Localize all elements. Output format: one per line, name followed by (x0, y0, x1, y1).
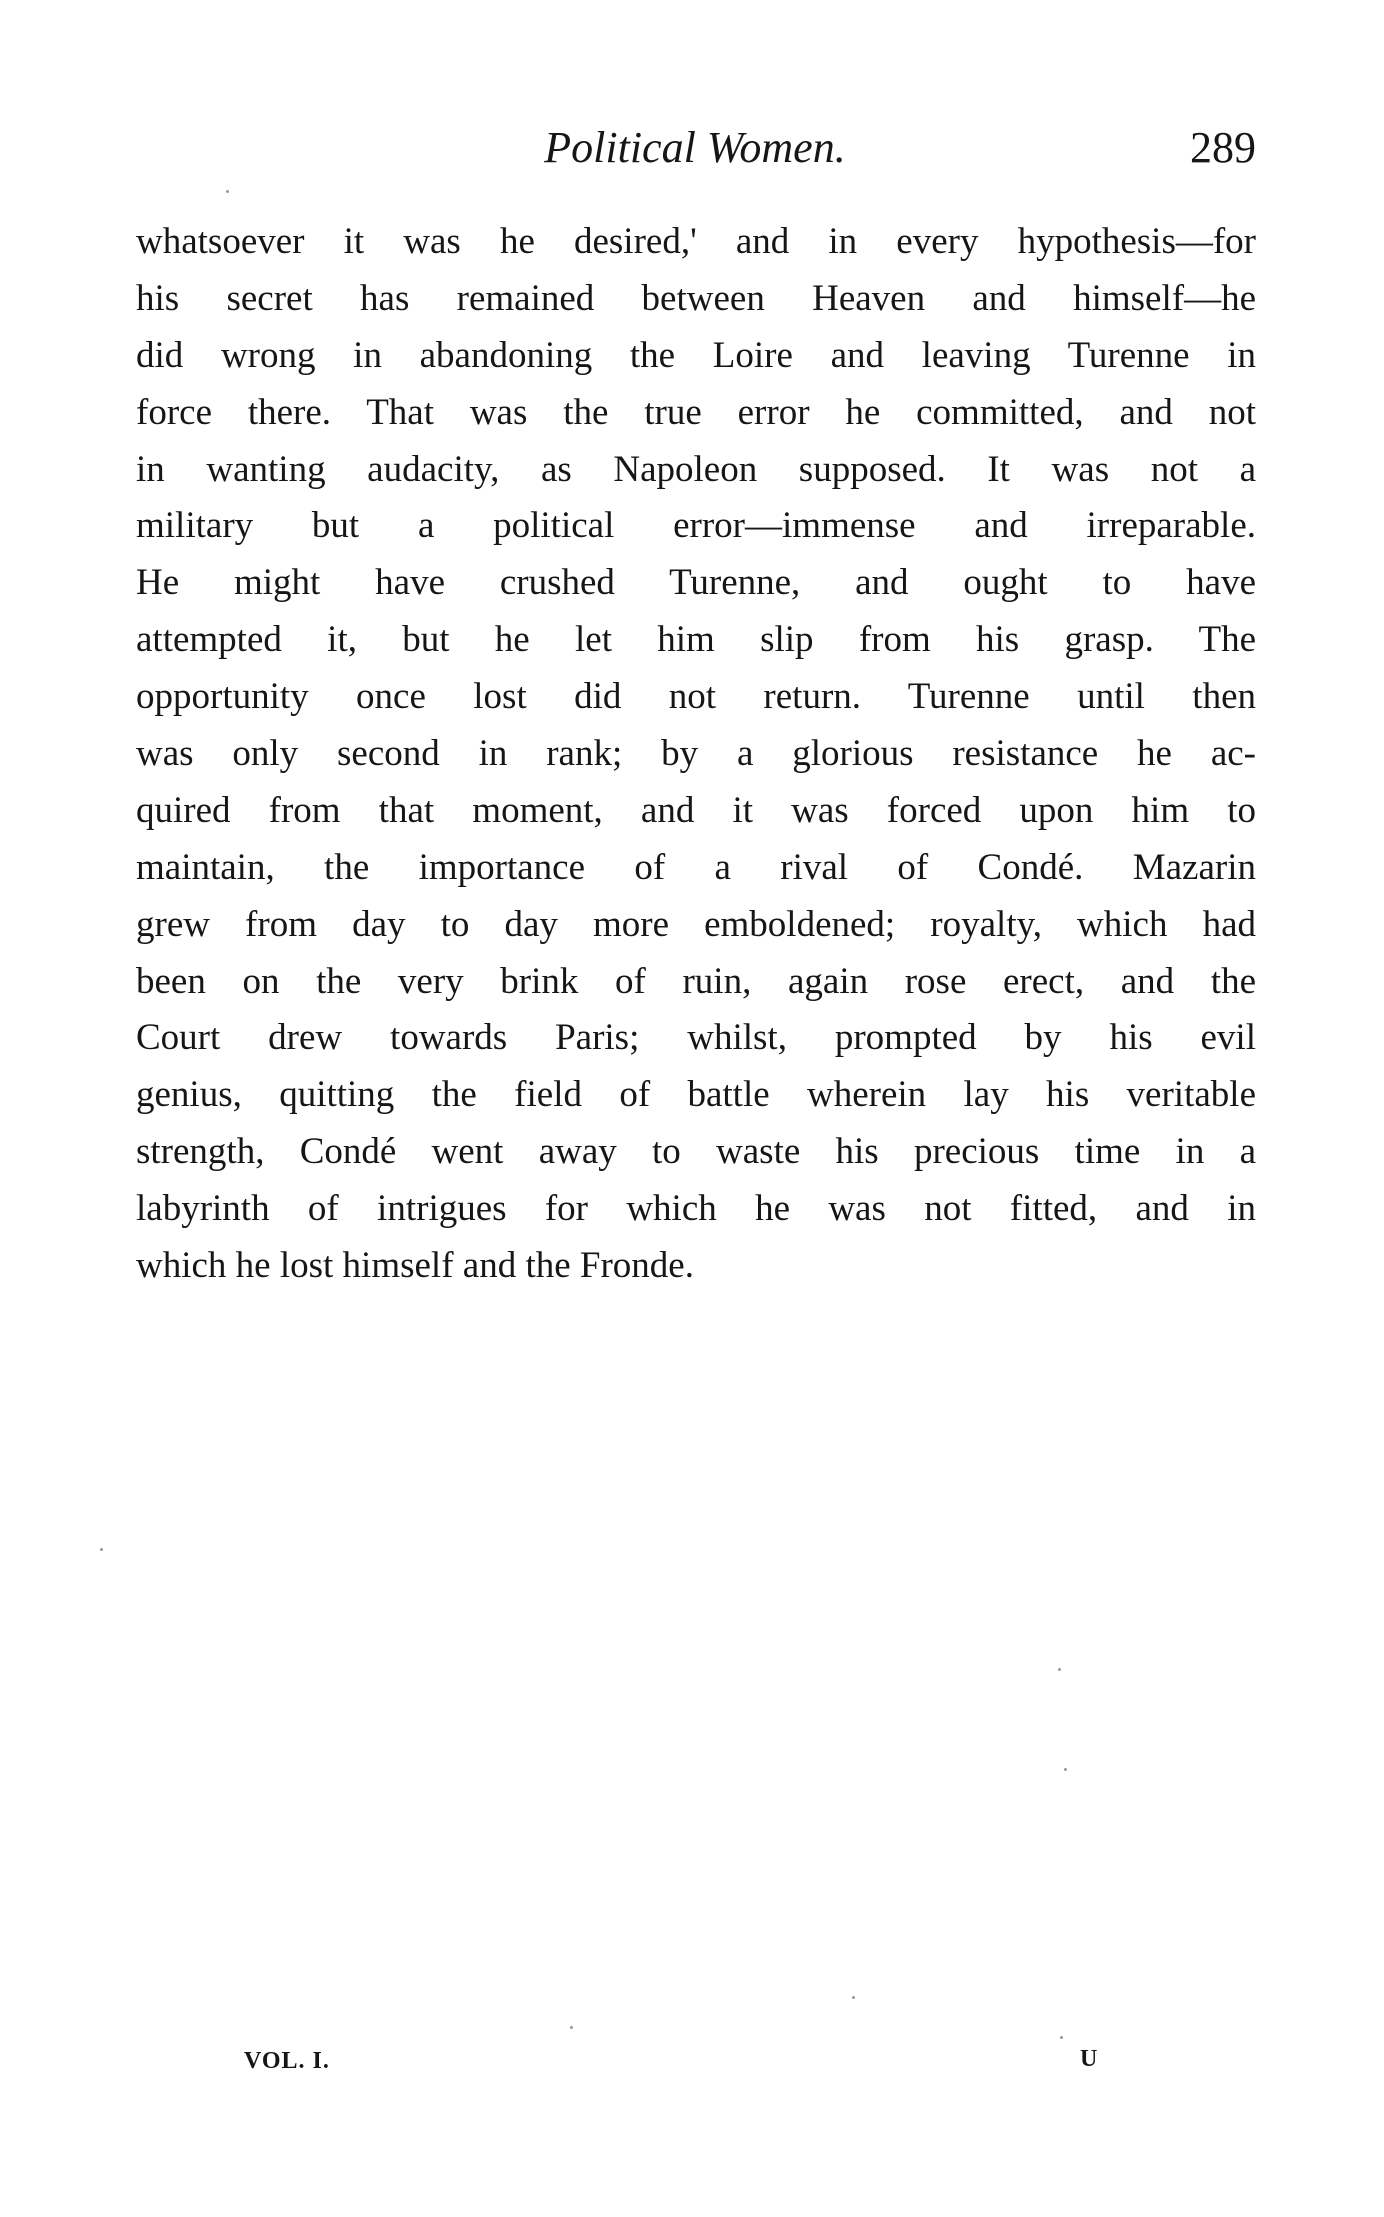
running-title: Political Women. (544, 123, 846, 172)
text-line: maintain, the importance of a rival of Condé. Mazarin (136, 846, 1256, 888)
scan-speck (1064, 1768, 1067, 1771)
text-line: been on the very brink of ruin, again rose erect, and the (136, 960, 1256, 1002)
signature-mark: U (1080, 2046, 1098, 2072)
scan-speck (1058, 1668, 1061, 1671)
text-line: his secret has remained between Heaven and himself—he (136, 277, 1256, 319)
text-line: whatsoever it was he desired,' and in every hypothesis—for (136, 221, 1256, 262)
text-line: strength, Condé went away to waste his precious time in a (136, 1131, 1256, 1173)
body-paragraph (136, 214, 1256, 1295)
text-line: force there. That was the true error he committed, and not (136, 391, 1256, 433)
text-line-last: which he lost himself and the Fronde. (136, 1245, 694, 1287)
scan-speck (226, 190, 229, 193)
text-line: was only second in rank; by a glorious resistance he ac- (136, 733, 1256, 775)
text-line: military but a political error—immense and irreparable. (136, 505, 1256, 547)
scan-speck (570, 2026, 573, 2029)
page-number: 289 (1190, 123, 1256, 172)
scan-speck (1060, 2036, 1063, 2039)
text-line: quired from that moment, and it was forced upon him to (136, 789, 1256, 831)
running-head (134, 118, 1256, 178)
text-line: opportunity once lost did not return. Turenne until then (136, 676, 1256, 718)
scan-speck (100, 1548, 103, 1551)
text-line: attempted it, but he let him slip from his grasp. The (136, 619, 1256, 661)
text-line: grew from day to day more emboldened; royalty, which had (136, 903, 1256, 945)
text-line: in wanting audacity, as Napoleon supposed. It was not a (136, 448, 1256, 490)
text-line: did wrong in abandoning the Loire and leaving Turenne in (136, 334, 1256, 376)
text-line: labyrinth of intrigues for which he was not fitted, and in (136, 1188, 1256, 1230)
volume-signature: VOL. I. (244, 2048, 330, 2074)
text-line: He might have crushed Turenne, and ought to have (136, 562, 1256, 604)
scan-speck (852, 1996, 855, 1999)
text-line: genius, quitting the field of battle wherein lay his veritable (136, 1074, 1256, 1116)
text-line: Court drew towards Paris; whilst, prompted by his evil (136, 1017, 1256, 1059)
